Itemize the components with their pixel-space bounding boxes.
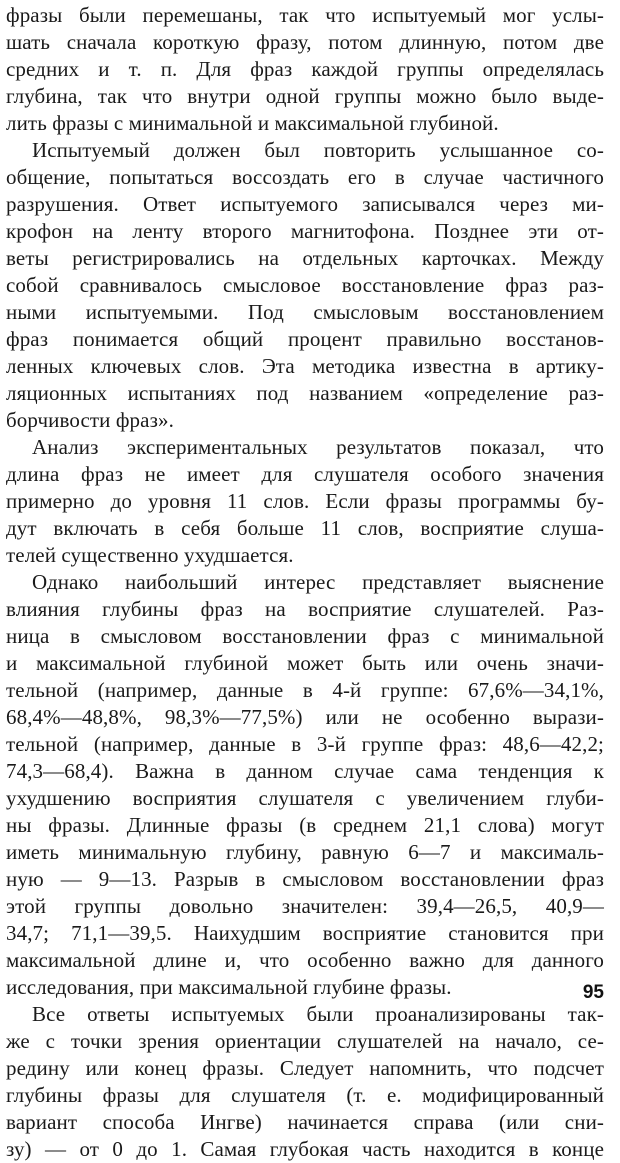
text-line: 34,7; 71,1—39,5. Наихудшим восприятие становится при [6, 921, 604, 945]
text-line: исследования, при максимальной глубине фразы. [6, 975, 452, 999]
text-line: фразы были перемешаны, так что испытуемый мог услы- [6, 3, 604, 27]
text-line: глубина, так что внутри одной группы можно было выде- [6, 84, 604, 108]
text-line: ными испытуемыми. Под смысловым восстановлением [6, 300, 604, 324]
text-line: веты регистрировались на отдельных карточках. Между [6, 246, 604, 270]
text-line: разрушения. Ответ испытуемого записывался через ми- [6, 192, 604, 216]
text-line: ухудшению восприятия слушателя с увеличением глуби- [6, 786, 604, 810]
text-line: телей существенно ухудшается. [6, 543, 294, 567]
text-line: Однако наибольший интерес представляет выяснение [32, 570, 604, 594]
text-line: крофон на ленту второго магнитофона. Позднее эти от- [6, 219, 604, 243]
text-line: влияния глубины фраз на восприятие слушателей. Раз- [6, 597, 604, 621]
text-line: 68,4%—48,8%, 98,3%—77,5%) или не особенно вырази- [6, 705, 604, 729]
text-line: тельной (например, данные в 4-й группе: 67,6%—34,1%, [6, 678, 604, 702]
text-line: и максимальной глубиной может быть или очень значи- [6, 651, 604, 675]
text-line: ную — 9—13. Разрыв в смысловом восстановлении фраз [6, 867, 604, 891]
text-line: зу) — от 0 до 1. Самая глубокая часть находится в конце [6, 1137, 604, 1161]
text-line: длина фраз не имеет для слушателя особого значения [6, 462, 604, 486]
text-line: 74,3—68,4). Важна в данном случае сама тенденция к [6, 759, 604, 783]
text-line: ны фразы. Длинные фразы (в среднем 21,1 слова) могут [6, 813, 604, 837]
text-line: средних и т. п. Для фраз каждой группы определялась [6, 57, 604, 81]
text-line: лить фразы с минимальной и максимальной глубиной. [6, 111, 499, 135]
text-line: ляционных испытаниях под названием «определение раз- [6, 381, 604, 405]
text-line: общение, попытаться воссоздать его в случае частичного [6, 165, 604, 189]
text-line: вариант способа Ингве) начинается справа (или сни- [6, 1110, 604, 1134]
text-line: примерно до уровня 11 слов. Если фразы программы бу- [6, 489, 604, 513]
page-text [6, 2, 604, 1163]
text-line: Все ответы испытуемых были проанализированы так- [32, 1002, 604, 1026]
text-line: ница в смысловом восстановлении фраз с минимальной [6, 624, 604, 648]
text-line: ленных ключевых слов. Эта методика известна в артику- [6, 354, 604, 378]
text-line: максимальной длине и, что особенно важно для данного [6, 948, 604, 972]
text-line: борчивости фраз». [6, 408, 174, 432]
text-line: шать сначала короткую фразу, потом длинную, потом две [6, 30, 604, 54]
text-line: же с точки зрения ориентации слушателей на начало, се- [6, 1029, 604, 1053]
text-line: дут включать в себя больше 11 слов, восприятие слуша- [6, 516, 604, 540]
text-line: Испытуемый должен был повторить услышанное со- [32, 138, 604, 162]
text-line: редину или конец фразы. Следует напомнить, что подсчет [6, 1056, 604, 1080]
text-line: Анализ экспериментальных результатов показал, что [32, 435, 604, 459]
page-number: 95 [582, 982, 604, 1003]
text-line: иметь минимальную глубину, равную 6—7 и максималь- [6, 840, 604, 864]
text-line: фраз понимается общий процент правильно восстанов- [6, 327, 604, 351]
text-line: собой сравнивалось смысловое восстановление фраз раз- [6, 273, 604, 297]
text-line: тельной (например, данные в 3-й группе фраз: 48,6—42,2; [6, 732, 604, 756]
text-line: глубины фразы для слушателя (т. е. модифицированный [6, 1083, 604, 1107]
text-line: этой группы довольно значителен: 39,4—26,5, 40,9— [6, 894, 604, 918]
